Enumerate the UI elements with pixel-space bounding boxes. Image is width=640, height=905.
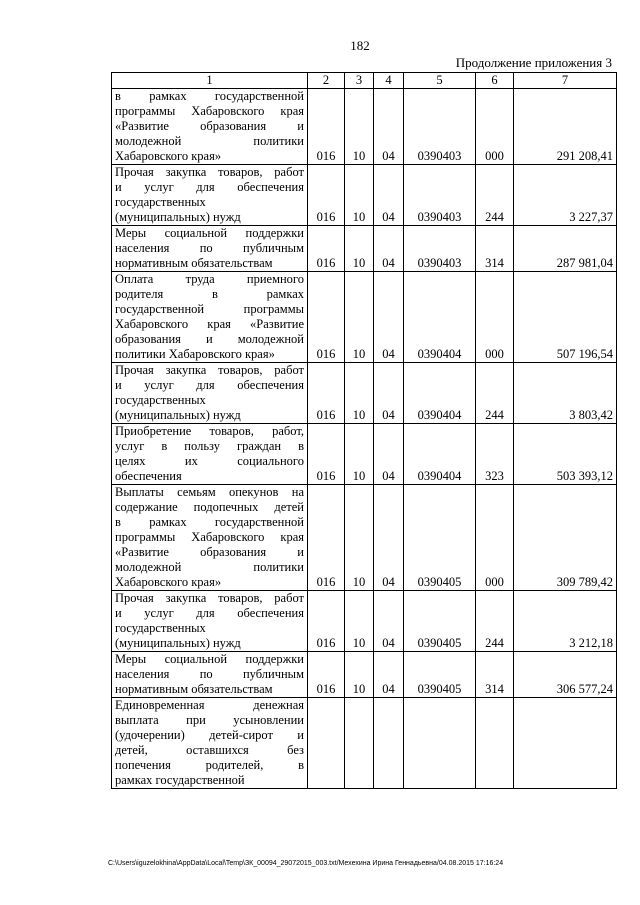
section-code-cell: 10 [345,89,374,165]
header-cell: 3 [345,73,374,89]
amount-cell: 306 577,24 [514,652,617,698]
description-line: Прочая закупка товаров, работ [115,165,304,179]
description-line: Хабаровского края «Развитие [115,317,304,331]
description-line: попечения родителей, в [115,758,304,772]
description-line: «Развитие образования и [115,545,304,559]
target-article-cell: 0390403 [404,89,476,165]
description-cell [112,485,308,591]
description-line: и услуг для обеспечения [115,180,304,194]
amount-cell: 507 196,54 [514,272,617,363]
description-line: в рамках государственной [115,89,304,103]
description-line: программы Хабаровского края [115,104,304,118]
target-article-cell: 0390405 [404,591,476,652]
expense-type-cell: 314 [476,226,514,272]
description-line: выплата при усыновлении [115,713,304,727]
continuation-note: Продолжение приложения 3 [455,55,612,70]
ministry-code-cell: 016 [308,226,345,272]
description-line: целях их социального [115,454,304,468]
table-row [112,698,617,789]
description-line: (муниципальных) нужд [115,408,241,422]
budget-table [111,72,617,789]
description-line: рамках государственной [115,773,245,787]
table-row [112,226,617,272]
description-cell [112,652,308,698]
description-line: нормативным обязательствам [115,256,273,270]
description-line: молодежной политики [115,134,304,148]
expense-type-cell: 000 [476,89,514,165]
description-line: Меры социальной поддержки [115,226,304,240]
expense-type-cell [476,698,514,789]
description-line: услуг в пользу граждан в [115,439,304,453]
subsection-code-cell: 04 [374,424,404,485]
amount-cell: 3 227,37 [514,165,617,226]
amount-cell: 287 981,04 [514,226,617,272]
section-code-cell: 10 [345,363,374,424]
target-article-cell: 0390405 [404,652,476,698]
subsection-code-cell: 04 [374,652,404,698]
amount-cell: 3 803,42 [514,363,617,424]
description-line: государственной программы [115,302,304,316]
table-row [112,652,617,698]
description-line: обеспечения [115,469,182,483]
description-line: молодежной политики [115,560,304,574]
section-code-cell: 10 [345,591,374,652]
description-line: Меры социальной поддержки [115,652,304,666]
subsection-code-cell: 04 [374,591,404,652]
table-row [112,165,617,226]
ministry-code-cell: 016 [308,591,345,652]
description-line: образования и молодежной [115,332,304,346]
description-line: Единовременная денежная [115,698,304,712]
section-code-cell: 10 [345,424,374,485]
table-row [112,363,617,424]
description-cell [112,89,308,165]
ministry-code-cell: 016 [308,363,345,424]
table-row [112,591,617,652]
target-article-cell: 0390405 [404,485,476,591]
description-line: Выплаты семьям опекунов на [115,485,304,499]
amount-cell: 291 208,41 [514,89,617,165]
description-line: (муниципальных) нужд [115,636,241,650]
table-row [112,485,617,591]
description-line: в рамках государственной [115,515,304,529]
expense-type-cell: 244 [476,165,514,226]
ministry-code-cell: 016 [308,165,345,226]
amount-cell: 309 789,42 [514,485,617,591]
section-code-cell: 10 [345,485,374,591]
header-cell: 5 [404,73,476,89]
description-cell [112,363,308,424]
description-line: программы Хабаровского края [115,530,304,544]
description-line: государственных [115,393,206,407]
description-line: политики Хабаровского края» [115,347,275,361]
subsection-code-cell [374,698,404,789]
ministry-code-cell: 016 [308,424,345,485]
description-line: Оплата труда приемного [115,272,304,286]
file-path-footer: C:\Users\iguzelokhina\AppData\Local\Temp\ЗК_00094_29072015_003.txt/Мехехина Ирина Геннадьевна/04.08.2015 17:16:24 [108,860,504,867]
description-line: (муниципальных) нужд [115,210,241,224]
description-line: Прочая закупка товаров, работ [115,363,304,377]
target-article-cell: 0390403 [404,226,476,272]
description-line: и услуг для обеспечения [115,378,304,392]
description-line: государственных [115,621,206,635]
ministry-code-cell: 016 [308,272,345,363]
subsection-code-cell: 04 [374,363,404,424]
subsection-code-cell: 04 [374,485,404,591]
description-line: государственных [115,195,206,209]
ministry-code-cell [308,698,345,789]
description-line: «Развитие образования и [115,119,304,133]
section-code-cell: 10 [345,272,374,363]
description-line: содержание подопечных детей [115,500,304,514]
description-cell [112,165,308,226]
description-line: нормативным обязательствам [115,682,273,696]
expense-type-cell: 244 [476,363,514,424]
target-article-cell [404,698,476,789]
amount-cell: 3 212,18 [514,591,617,652]
description-cell [112,424,308,485]
section-code-cell: 10 [345,652,374,698]
expense-type-cell: 000 [476,485,514,591]
description-line: Хабаровского края» [115,575,222,589]
table-row [112,424,617,485]
subsection-code-cell: 04 [374,89,404,165]
subsection-code-cell: 04 [374,165,404,226]
section-code-cell: 10 [345,165,374,226]
description-line: населения по публичным [115,241,304,255]
subsection-code-cell: 04 [374,272,404,363]
target-article-cell: 0390404 [404,272,476,363]
ministry-code-cell: 016 [308,485,345,591]
header-cell: 2 [308,73,345,89]
page-number: 182 [350,38,370,53]
target-article-cell: 0390404 [404,363,476,424]
description-line: Хабаровского края» [115,149,222,163]
amount-cell: 503 393,12 [514,424,617,485]
ministry-code-cell: 016 [308,89,345,165]
table-header-row [112,73,617,89]
description-line: Приобретение товаров, работ, [115,424,304,438]
expense-type-cell: 244 [476,591,514,652]
header-cell: 6 [476,73,514,89]
description-cell [112,591,308,652]
expense-type-cell: 000 [476,272,514,363]
description-line: детей, оставшихся без [115,743,304,757]
header-cell: 1 [112,73,308,89]
target-article-cell: 0390403 [404,165,476,226]
subsection-code-cell: 04 [374,226,404,272]
expense-type-cell: 323 [476,424,514,485]
section-code-cell: 10 [345,226,374,272]
description-line: (удочерении) детей-сирот и [115,728,304,742]
description-cell [112,272,308,363]
header-cell: 4 [374,73,404,89]
description-line: Прочая закупка товаров, работ [115,591,304,605]
description-cell [112,226,308,272]
description-cell [112,698,308,789]
header-cell: 7 [514,73,617,89]
expense-type-cell: 314 [476,652,514,698]
amount-cell [514,698,617,789]
table-row [112,272,617,363]
table-row [112,89,617,165]
target-article-cell: 0390404 [404,424,476,485]
description-line: и услуг для обеспечения [115,606,304,620]
section-code-cell [345,698,374,789]
ministry-code-cell: 016 [308,652,345,698]
description-line: населения по публичным [115,667,304,681]
description-line: родителя в рамках [115,287,304,301]
